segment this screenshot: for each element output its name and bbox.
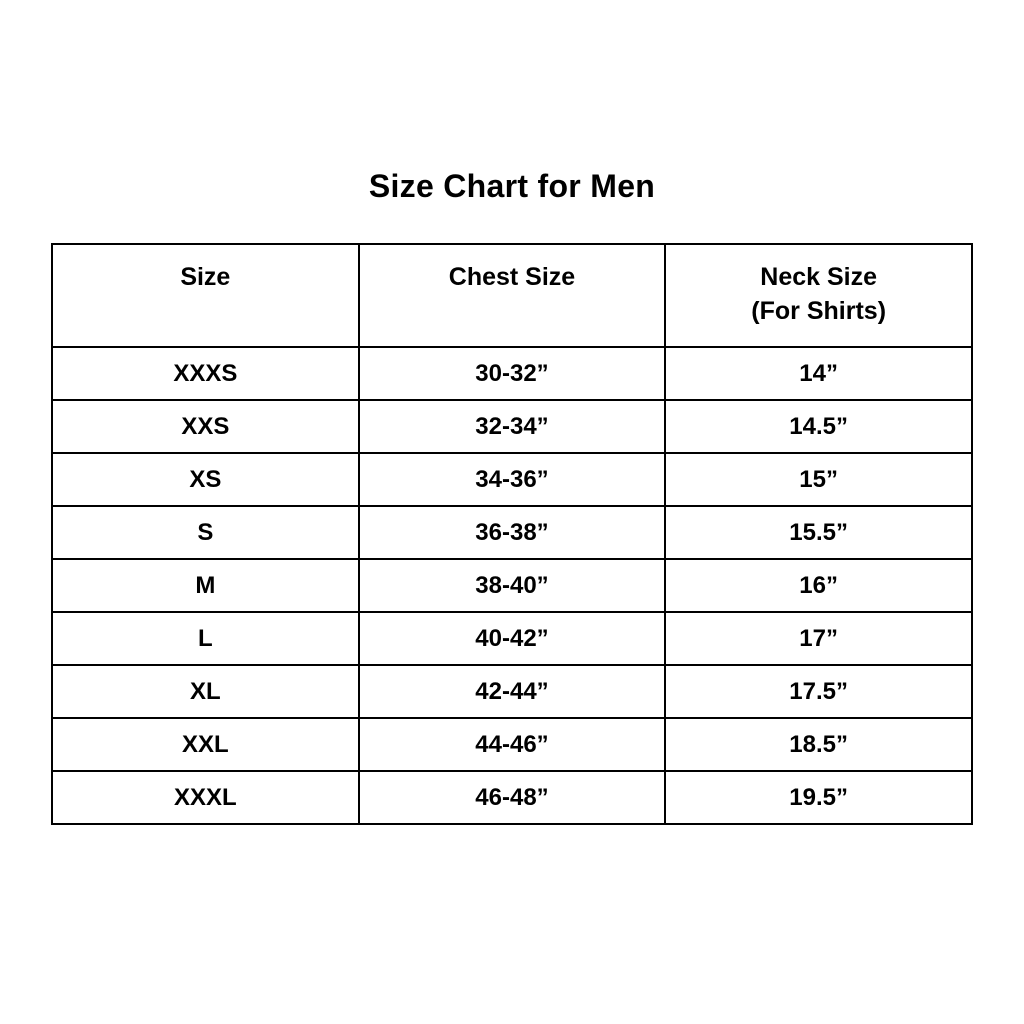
column-header-neck-size — [665, 244, 972, 347]
chest-size-cell: 40-42” — [359, 612, 666, 665]
chest-size-cell: 38-40” — [359, 559, 666, 612]
neck-size-cell: 16” — [665, 559, 972, 612]
neck-size-cell: 15” — [665, 453, 972, 506]
size-cell: XXXL — [52, 771, 359, 824]
column-header-chest-size-label: Chest Size — [448, 263, 576, 291]
chest-size-cell: 44-46” — [359, 718, 666, 771]
size-cell: XL — [52, 665, 359, 718]
table-row-s — [52, 506, 972, 559]
table-row-xxxl — [52, 771, 972, 824]
neck-size-cell: 18.5” — [665, 718, 972, 771]
neck-size-cell: 17.5” — [665, 665, 972, 718]
table-row-xxxs — [52, 347, 972, 400]
table-body — [52, 347, 972, 824]
page-title: Size Chart for Men — [368, 168, 656, 204]
chest-size-cell: 34-36” — [359, 453, 666, 506]
table-row-xxs — [52, 400, 972, 453]
size-cell: L — [52, 612, 359, 665]
table-row-xl — [52, 665, 972, 718]
chest-size-cell: 46-48” — [359, 771, 666, 824]
table-row-l — [52, 612, 972, 665]
column-header-chest-size — [359, 244, 666, 347]
neck-size-cell: 19.5” — [665, 771, 972, 824]
neck-size-cell: 15.5” — [665, 506, 972, 559]
column-header-size — [52, 244, 359, 347]
size-cell: M — [52, 559, 359, 612]
size-cell: XXL — [52, 718, 359, 771]
chest-size-cell: 32-34” — [359, 400, 666, 453]
table-row-m — [52, 559, 972, 612]
chest-size-cell: 36-38” — [359, 506, 666, 559]
table-header-row — [52, 244, 972, 347]
neck-size-cell: 14” — [665, 347, 972, 400]
table-row-xxl — [52, 718, 972, 771]
chest-size-cell: 42-44” — [359, 665, 666, 718]
size-cell: XXS — [52, 400, 359, 453]
column-header-size-label: Size — [180, 263, 231, 291]
table-row-xs — [52, 453, 972, 506]
table-header — [52, 244, 972, 347]
size-chart-table — [51, 243, 973, 825]
column-header-neck-size-label: Neck Size — [760, 263, 878, 291]
size-cell: S — [52, 506, 359, 559]
neck-size-cell: 17” — [665, 612, 972, 665]
size-cell: XXXS — [52, 347, 359, 400]
chest-size-cell: 30-32” — [359, 347, 666, 400]
column-header-neck-size-sublabel: (For Shirts) — [751, 297, 887, 325]
size-cell: XS — [52, 453, 359, 506]
neck-size-cell: 14.5” — [665, 400, 972, 453]
